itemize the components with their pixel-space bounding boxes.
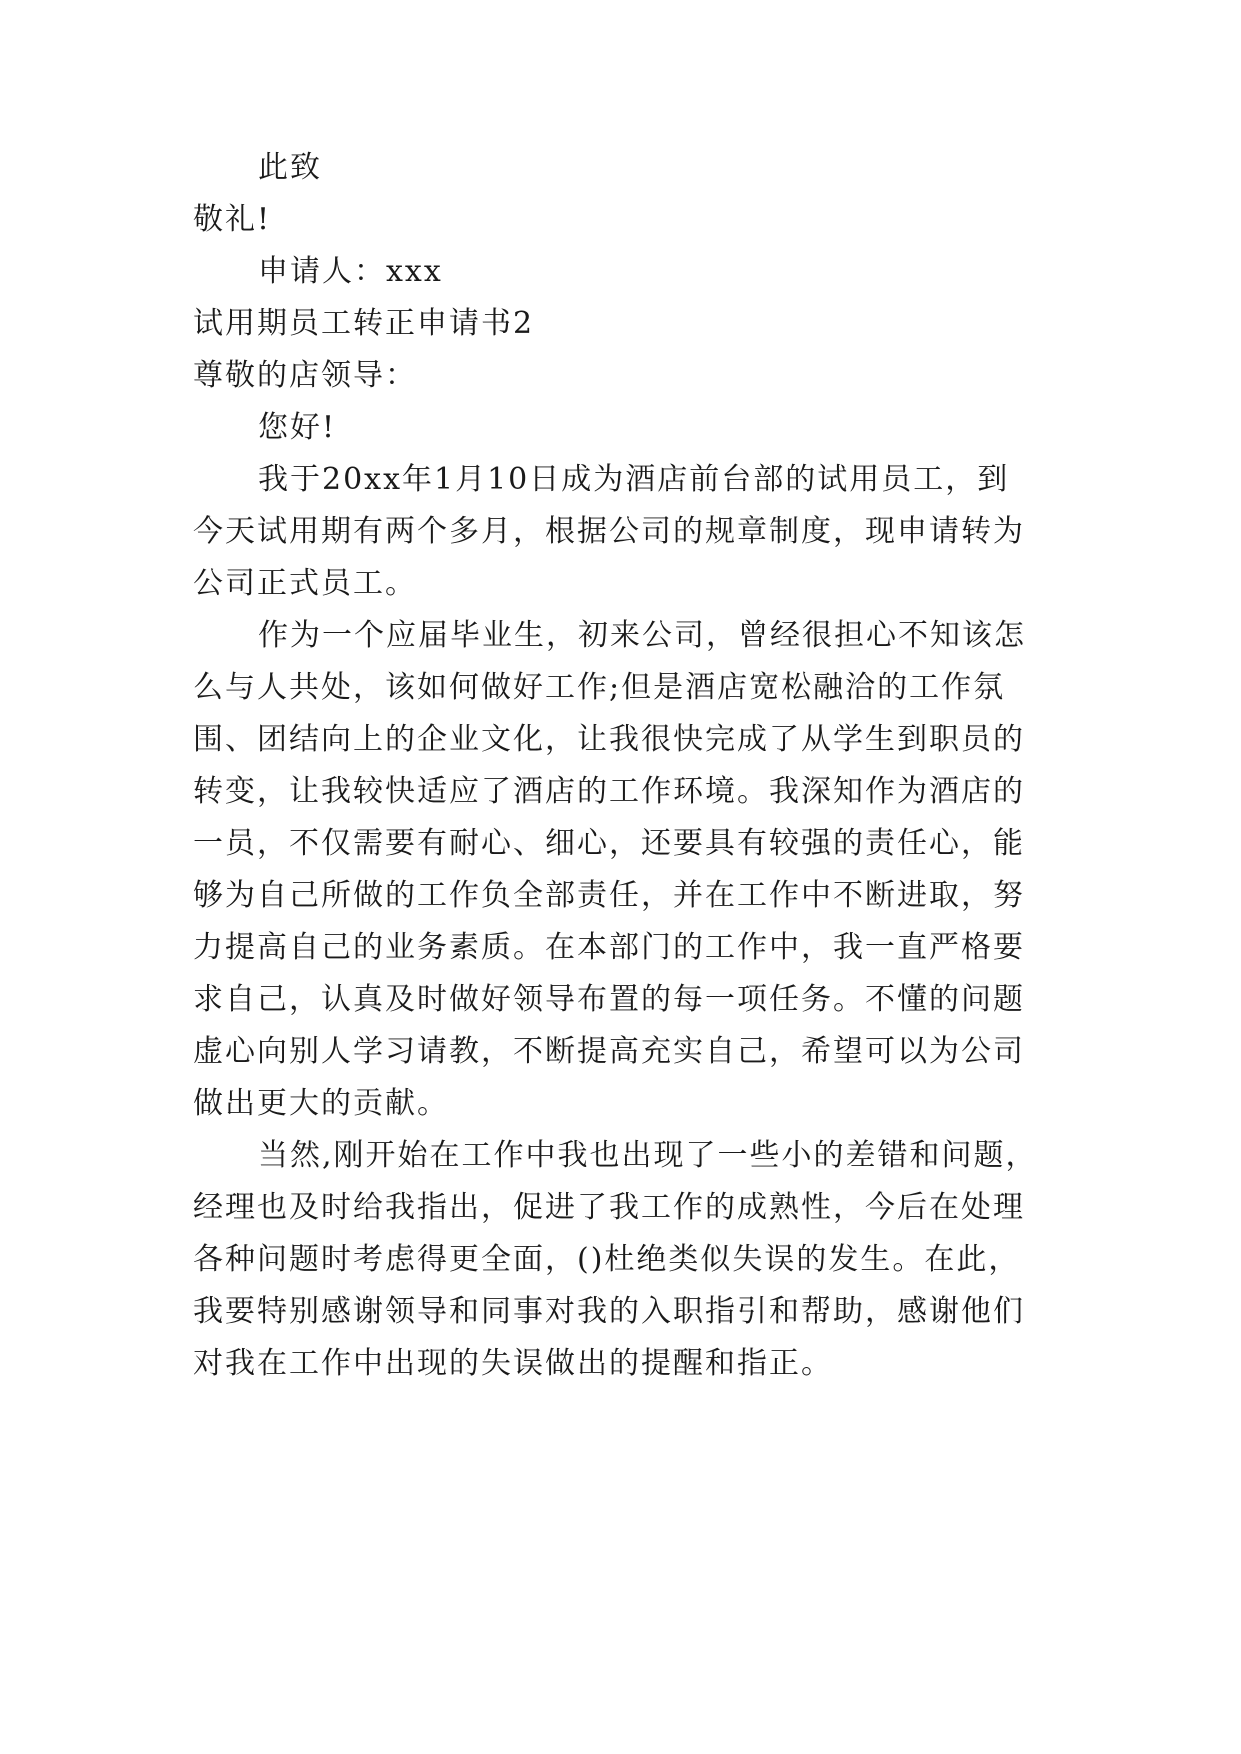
letter-recipient: 尊敬的店领导： [193,358,417,393]
letter-greeting: 您好! [258,410,337,445]
paragraph-line: 对我在工作中出现的失误做出的提醒和指正。 [193,1346,833,1381]
applicant-signature: 申请人：xxx [258,254,443,289]
paragraph-line: 围、团结向上的企业文化，让我很快完成了从学生到职员的 [193,722,1025,757]
paragraph-line: 今天试用期有两个多月，根据公司的规章制度，现申请转为 [193,514,1025,549]
paragraph-line: 求自己，认真及时做好领导布置的每一项任务。不懂的问题 [193,982,1025,1017]
paragraph-line: 虚心向别人学习请教，不断提高充实自己，希望可以为公司 [193,1034,1025,1069]
paragraph-line: 公司正式员工。 [193,566,417,601]
paragraph-line: 做出更大的贡献。 [193,1086,449,1121]
paragraph-line: 够为自己所做的工作负全部责任，并在工作中不断进取，努 [193,878,1025,913]
paragraph-line: 作为一个应届毕业生，初来公司，曾经很担心不知该怎 [258,618,1026,653]
paragraph-line: 我要特别感谢领导和同事对我的入职指引和帮助，感谢他们 [193,1294,1025,1329]
paragraph-line: 转变，让我较快适应了酒店的工作环境。我深知作为酒店的 [193,774,1025,809]
paragraph-line: 各种问题时考虑得更全面，()杜绝类似失误的发生。在此， [193,1242,1021,1277]
paragraph-line: 力提高自己的业务素质。在本部门的工作中，我一直严格要 [193,930,1025,965]
paragraph-line: 经理也及时给我指出，促进了我工作的成熟性，今后在处理 [193,1190,1025,1225]
paragraph-line: 么与人共处，该如何做好工作;但是酒店宽松融洽的工作氛 [193,670,1006,705]
closing-regards: 敬礼! [193,202,272,237]
paragraph-line: 我于20xx年1月10日成为酒店前台部的试用员工，到 [258,462,1010,497]
paragraph-line: 当然,刚开始在工作中我也出现了一些小的差错和问题， [258,1138,1038,1173]
paragraph-line: 一员，不仅需要有耐心、细心，还要具有较强的责任心，能 [193,826,1025,861]
closing-salute: 此致 [258,150,322,185]
letter-title: 试用期员工转正申请书2 [193,306,535,341]
